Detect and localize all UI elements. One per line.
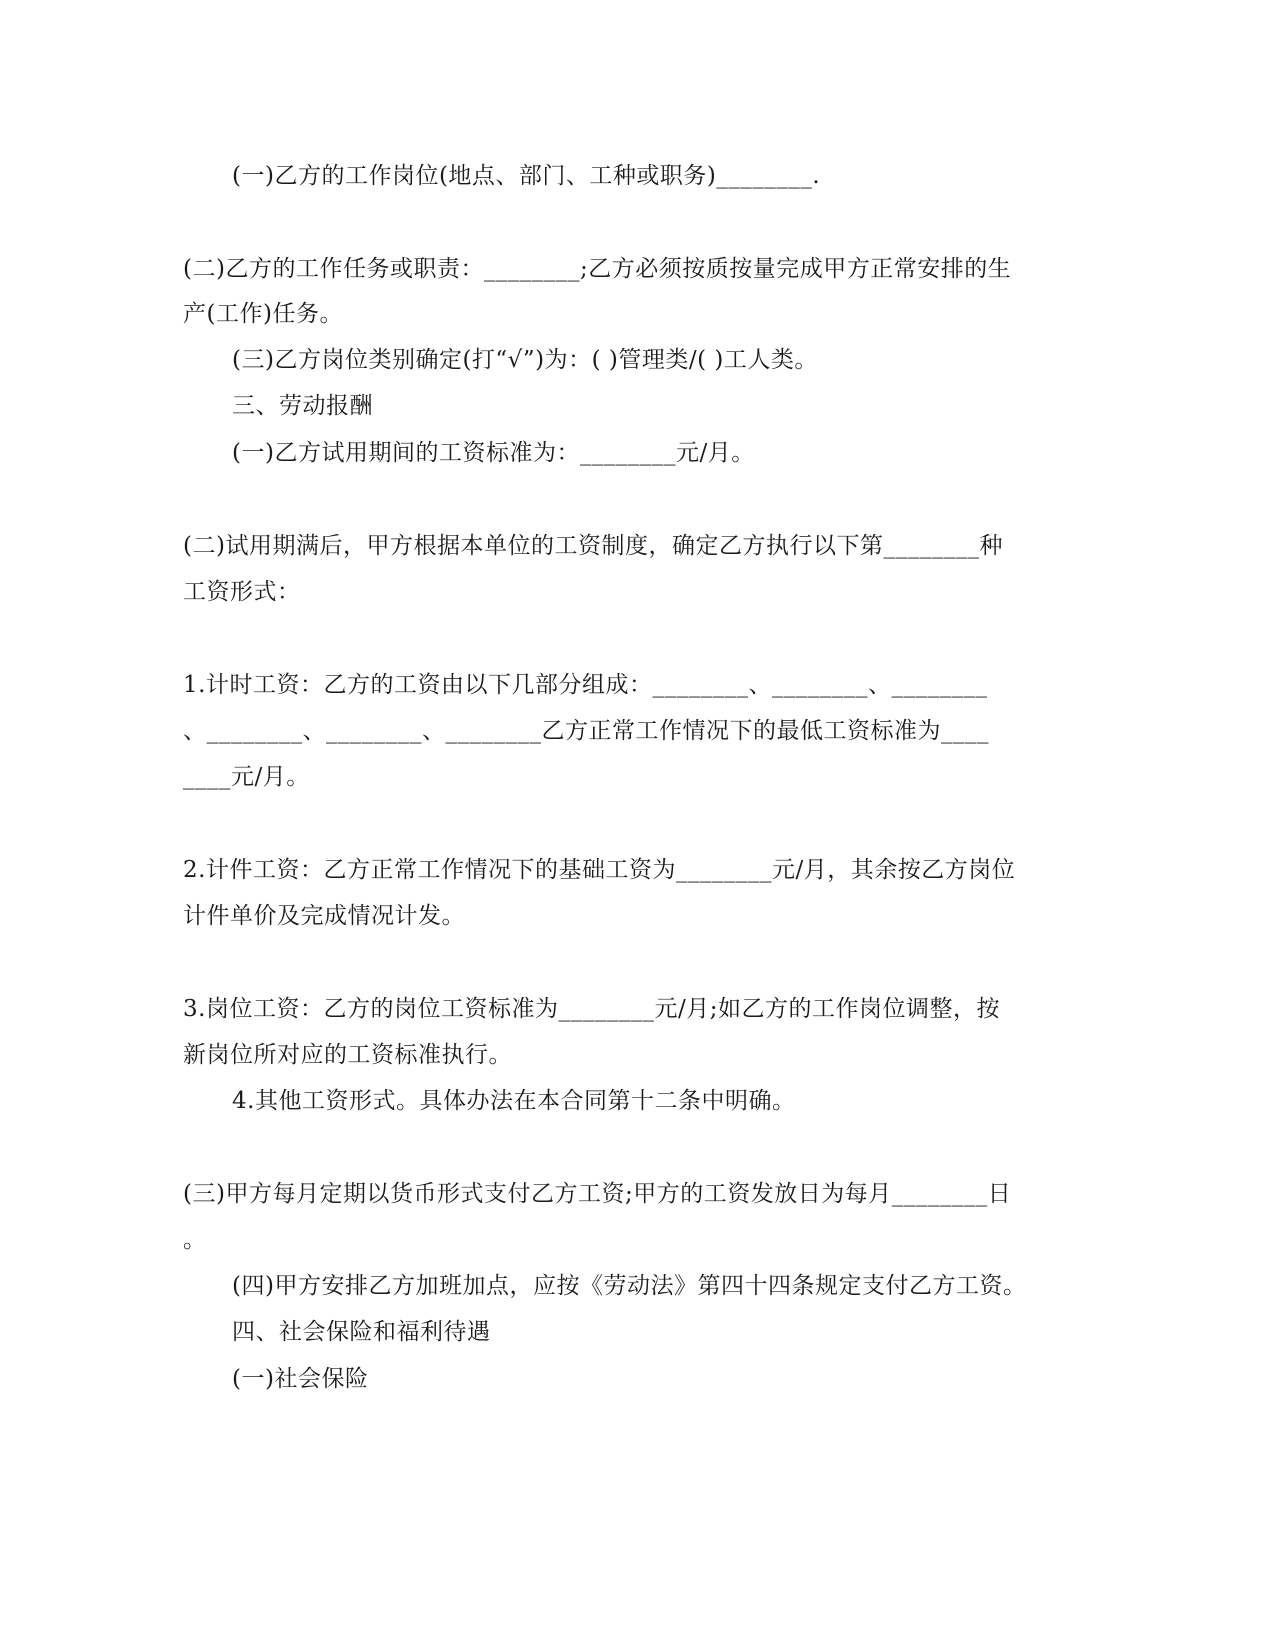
paragraph-line: (二)乙方的工作任务或职责：________;乙方必须按质按量完成甲方正常安排的生 (183, 256, 1012, 282)
paragraph-line: 2.计件工资：乙方正常工作情况下的基础工资为________元/月，其余按乙方岗位 (183, 857, 1016, 883)
paragraph-line: ____元/月。 (183, 764, 310, 790)
paragraph-line: (一)社会保险 (232, 1366, 369, 1392)
paragraph-line: 3.岗位工资：乙方的岗位工资标准为________元/月;如乙方的工作岗位调整，按 (183, 996, 1000, 1022)
paragraph-line: (二)试用期满后，甲方根据本单位的工资制度，确定乙方执行以下第________种 (183, 533, 1003, 559)
paragraph-line: 工资形式： (183, 579, 301, 605)
paragraph-line: (四)甲方安排乙方加班加点，应按《劳动法》第四十四条规定支付乙方工资。 (232, 1273, 1027, 1299)
section-heading: 三、劳动报酬 (232, 393, 373, 419)
paragraph-line: (一)乙方试用期间的工资标准为：________元/月。 (232, 440, 755, 466)
paragraph-line: 。 (183, 1227, 207, 1253)
paragraph-line: 1.计时工资：乙方的工资由以下几部分组成：________、________、________ (183, 672, 988, 698)
paragraph-line: 4.其他工资形式。具体办法在本合同第十二条中明确。 (232, 1088, 796, 1114)
paragraph-line: (三)甲方每月定期以货币形式支付乙方工资;甲方的工资发放日为每月________日 (183, 1181, 1012, 1207)
paragraph-line: 、________、________、________乙方正常工作情况下的最低工资标准为____ (183, 718, 989, 744)
section-heading: 四、社会保险和福利待遇 (232, 1319, 491, 1345)
paragraph-line: 产(工作)任务。 (183, 301, 343, 327)
paragraph-line: (三)乙方岗位类别确定(打“√”)为：( )管理类/( )工人类。 (232, 347, 818, 373)
paragraph-line: 新岗位所对应的工资标准执行。 (183, 1042, 512, 1068)
paragraph-line: (一)乙方的工作岗位(地点、部门、工种或职务)________. (232, 163, 821, 189)
paragraph-line: 计件单价及完成情况计发。 (183, 903, 465, 929)
